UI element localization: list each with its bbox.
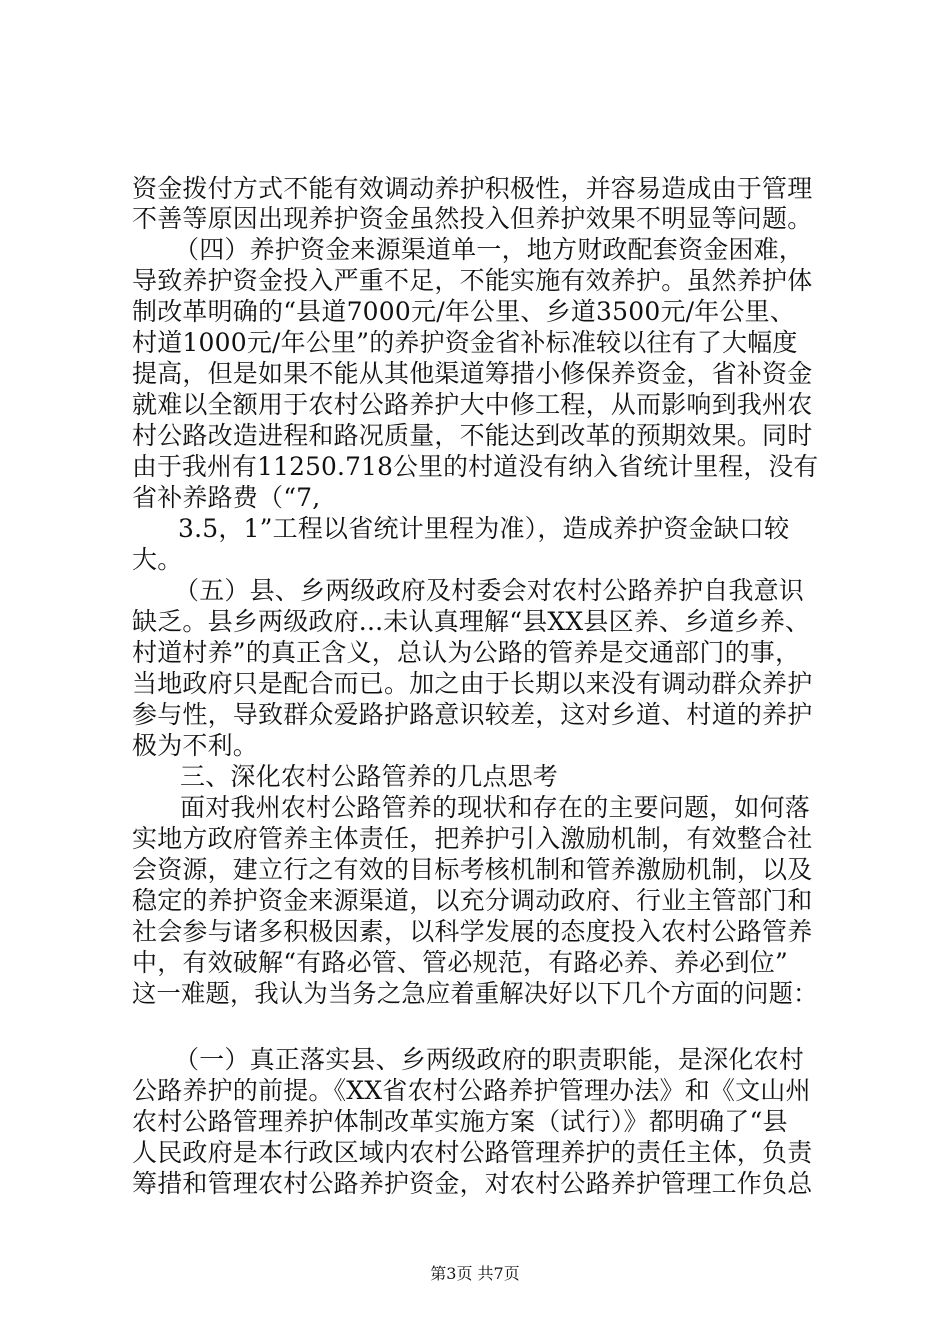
- text-line: 极为不利。: [132, 731, 259, 760]
- text-line: 导致养护资金投入严重不足，不能实施有效养护。虽然养护体: [132, 266, 813, 295]
- text-line: 这一难题，我认为当务之急应着重解决好以下几个方面的问题：: [132, 979, 818, 1008]
- text-line: 稳定的养护资金来源渠道，以充分调动政府、行业主管部门和: [132, 886, 813, 915]
- text-line: （一）真正落实县、乡两级政府的职责职能，是深化农村: [174, 1045, 805, 1074]
- text-line: 公路养护的前提。《XX省农村公路养护管理办法》和《文山州: [132, 1076, 811, 1105]
- text-line: 人民政府是本行政区域内农村公路管理养护的责任主体，负责: [132, 1138, 813, 1167]
- text-line: （四）养护资金来源渠道单一，地方财政配套资金困难，: [174, 235, 805, 264]
- text-line: 省补养路费（“7,: [132, 483, 321, 512]
- text-line: 当地政府只是配合而已。加之由于长期以来没有调动群众养护: [132, 669, 813, 698]
- text-line: 资金拨付方式不能有效调动养护积极性，并容易造成由于管理: [132, 174, 813, 203]
- page-footer: 第3页 共7页: [430, 1264, 520, 1283]
- text-line: 农村公路管理养护体制改革实施方案（试行）》都明确了“县: [132, 1107, 788, 1136]
- text-line: 实地方政府管养主体责任，把养护引入激励机制，有效整合社: [132, 824, 813, 853]
- text-line: 由于我州有11250.718公里的村道没有纳入省统计里程，没有: [132, 452, 819, 481]
- text-line: 缺乏。县乡两级政府...未认真理解“县XX县区养、乡道乡养、: [132, 607, 811, 636]
- text-line: 不善等原因出现养护资金虽然投入但养护效果不明显等问题。: [132, 204, 813, 233]
- text-line: 会资源，建立行之有效的目标考核机制和管养激励机制，以及: [132, 855, 813, 884]
- text-line: 村道1000元/年公里”的养护资金省补标准较以往有了大幅度: [132, 328, 798, 357]
- text-line: 筹措和管理农村公路养护资金，对农村公路养护管理工作负总: [132, 1169, 813, 1198]
- section-heading: 三、深化农村公路管养的几点思考: [180, 762, 559, 791]
- text-line: 制改革明确的“县道7000元/年公里、乡道3500元/年公里、: [132, 297, 796, 326]
- text-line: 村公路改造进程和路况质量，不能达到改革的预期效果。同时: [132, 421, 813, 450]
- text-line: 就难以全额用于农村公路养护大中修工程，从而影响到我州农: [132, 390, 813, 419]
- text-line: （五）县、乡两级政府及村委会对农村公路养护自我意识: [174, 576, 805, 605]
- text-line: 村道村养”的真正含义，总认为公路的管养是交通部门的事，: [132, 638, 801, 667]
- text-line: 参与性，导致群众爱路护路意识较差，这对乡道、村道的养护: [132, 700, 813, 729]
- text-line: 面对我州农村公路管养的现状和存在的主要问题，如何落: [180, 793, 811, 822]
- text-line: 中，有效破解“有路必管、管必规范，有路必养、养必到位”: [132, 948, 788, 977]
- text-line: 3.5，1”工程以省统计里程为准），造成养护资金缺口较: [178, 514, 790, 543]
- text-line: 提高，但是如果不能从其他渠道筹措小修保养资金，省补资金: [132, 359, 813, 388]
- text-line: 社会参与诸多积极因素，以科学发展的态度投入农村公路管养: [132, 917, 813, 946]
- text-line: 大。: [132, 545, 183, 574]
